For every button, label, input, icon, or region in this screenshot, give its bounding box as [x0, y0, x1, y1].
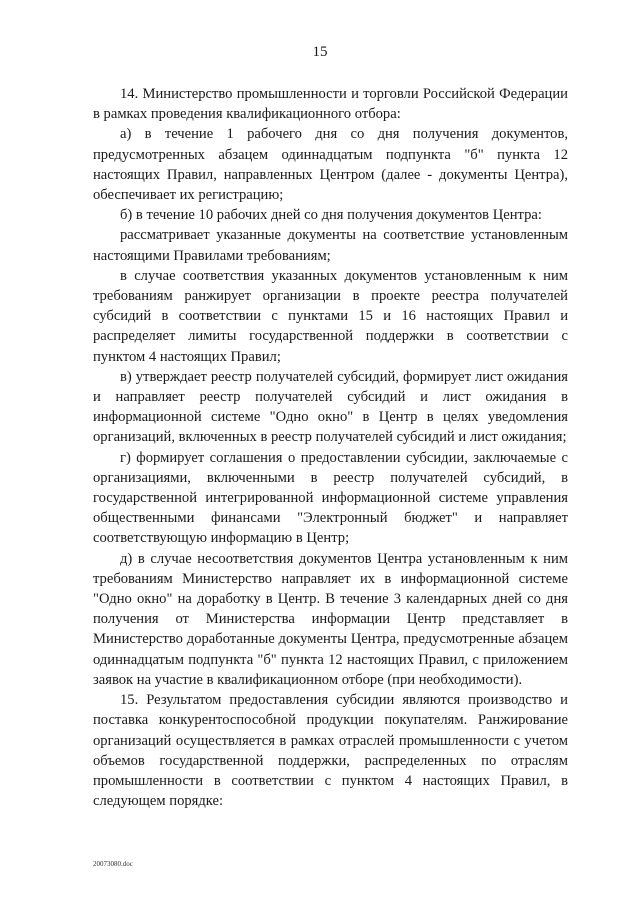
paragraph-a: а) в течение 1 рабочего дня со дня получения документов, предусмотренных абзацем одиннадцатым подпункта "б" пункта 12 настоящих Правил, направленных Центром (далее - документы Центра), обеспечивает их регистрацию; — [93, 126, 568, 204]
paragraph-b-ranking: в случае соответствия указанных документов установленным к ним требованиям ранжирует организации в проекте реестра получателей субсидий в соответствии с пунктами 15 и 16 настоящих Правил и распределяет лимиты государственной поддержки в соответствии с пунктом 4 настоящих Правил; — [93, 267, 568, 365]
document-body — [93, 84, 568, 811]
paragraph-14-intro: 14. Министерство промышленности и торговли Российской Федерации в рамках проведения квалификационного отбора: — [93, 86, 568, 123]
paragraph-15: 15. Результатом предоставления субсидии являются производство и поставка конкурентоспособной продукции покупателям. Ранжирование организаций осуществляется в рамках отраслей промышленности с учетом объемов государственной поддержки, распределенных по отраслям промышленности в соответствии с пунктом 4 настоящих Правил, в следующем порядке: — [93, 692, 568, 810]
paragraph-v: в) утверждает реестр получателей субсидий, формирует лист ожидания и направляет реестр получателей субсидий и лист ожидания в информационной системе "Одно окно" в Центр в целях уведомления организаций, включенных в реестр получателей субсидий и лист ожидания; — [93, 368, 568, 446]
paragraph-g: г) формирует соглашения о предоставлении субсидии, заключаемые с организациями, включенными в реестр получателей субсидий, в государственной интегрированной информационной системе управления общественными финансами "Электронный бюджет" и направляет соответствующую информацию в Центр; — [93, 449, 568, 547]
paragraph-b: б) в течение 10 рабочих дней со дня получения документов Центра: — [120, 207, 542, 224]
paragraph-b-review: рассматривает указанные документы на соответствие установленным настоящими Правилами требованиям; — [93, 227, 568, 264]
footer-filename: 20073080.doc — [93, 860, 133, 868]
page-number: 15 — [312, 44, 328, 60]
paragraph-d: д) в случае несоответствия документов Центра установленным к ним требованиям Министерство направляет их в информационной системе "Одно окно" на доработку в Центр. В течение 3 календарных дней со дня получения от Министерства информации Центр представляет в Министерство доработанные документы Центра, предусмотренные абзацем одиннадцатым подпункта "б" пункта 12 настоящих Правил, с приложением заявок на участие в квалификационном отборе (при необходимости). — [93, 550, 568, 688]
